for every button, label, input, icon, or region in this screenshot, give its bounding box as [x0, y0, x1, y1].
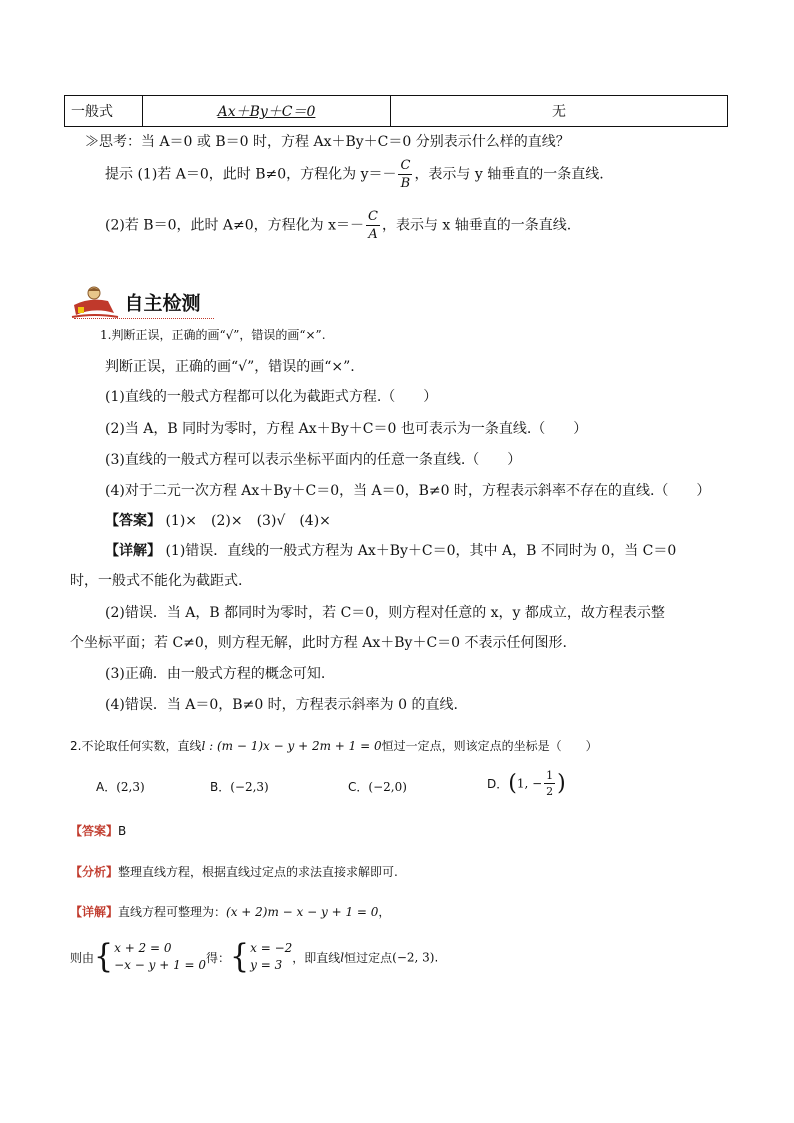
section-title: 自主检测: [124, 292, 201, 315]
hint-2-den: A: [368, 227, 378, 242]
q2-analysis: [70, 863, 398, 880]
q2-analysis-text: 整理直线方程，根据直线过定点的求法直接求解即可.: [118, 865, 398, 879]
q2-detail-equation: (x + 2)m − x − y + 1 = 0: [226, 905, 379, 919]
hint-1-den: B: [400, 176, 411, 191]
q1-statement-2: (2)当 A，B 同时为零时，方程 Ax＋By＋C＝0 也可表示为一条直线.（ ）: [105, 421, 588, 437]
q2-detail-end: ，: [378, 905, 391, 919]
q2-conclusion-post2: 恒过定点: [344, 950, 393, 965]
section-logo-icon: [70, 283, 120, 321]
q2-answer: [70, 822, 126, 839]
q2-system-2-eq-1: x = −2: [250, 941, 293, 955]
hint-1-pre: 提示 (1)若 A＝0，此时 B≠0，方程化为 y＝－: [105, 166, 397, 183]
q1-answer-text: (1)× (2)× (3)√ (4)×: [161, 513, 331, 529]
q2-detail-pre: 直线方程可整理为：: [118, 905, 227, 919]
hint-2-num: C: [368, 209, 378, 224]
q1-detail-1b: 时，一般式不能化为截距式.: [70, 573, 243, 589]
q2-fixed-point: (−2, 3): [392, 950, 435, 965]
table-cell-note: 无: [391, 96, 728, 127]
q1-heading: 1.判断正误，正确的画“√”，错误的画“×”.: [100, 328, 326, 342]
q1-detail-3: (3)正确．由一般式方程的概念可知.: [105, 666, 326, 682]
q2-system-1-eq-1: x + 2 = 0: [114, 941, 172, 955]
q1-detail-1a-text: (1)错误．直线的一般式方程为 Ax＋By＋C＝0，其中 A，B 不同时为 0，当 C＝0: [161, 543, 677, 559]
q2-option-d-num: 1: [546, 769, 554, 782]
q2-option-a-value: (2,3): [116, 780, 145, 794]
hint-2-pre: (2)若 B＝0，此时 A≠0，方程化为 x＝－: [105, 217, 365, 234]
q2-option-b-label: B．: [210, 780, 231, 794]
hint-1: [105, 159, 604, 190]
q1-detail-2b: 个坐标平面；若 C≠0，则方程无解，此时方程 Ax＋By＋C＝0 不表示任何图形.: [70, 635, 567, 651]
hint-1-post: ，表示与 y 轴垂直的一条直线.: [414, 166, 604, 183]
hint-2-post: ，表示与 x 轴垂直的一条直线.: [381, 217, 572, 234]
q2-option-c-label: C．: [348, 780, 369, 794]
q2-option-d-label: D．: [487, 777, 509, 791]
q1-statement-3: (3)直线的一般式方程可以表示坐标平面内的任意一条直线.（ ）: [105, 452, 522, 468]
q2-option-a[interactable]: [96, 778, 145, 795]
q2-option-d[interactable]: D．(1, − $\frac{1}{2}$ ): [487, 769, 566, 798]
q2-analysis-label: 【分析】: [70, 865, 119, 879]
table-row: [65, 96, 728, 127]
q2-answer-text: B: [118, 824, 127, 838]
q1-heading-repeat: 判断正误，正确的画“√”，错误的画“×”.: [105, 359, 355, 375]
q2-stem-post: 恒过一定点，则该定点的坐标是（ ）: [381, 739, 598, 753]
q2-conclusion-pre: 则由: [70, 950, 95, 965]
q2-option-a-label: A．: [96, 780, 117, 794]
q1-detail-label: 【详解】: [105, 543, 161, 559]
q2-detail: [70, 903, 390, 920]
hint-1-fraction: [398, 159, 412, 190]
q1-detail-2a: (2)错误．当 A，B 都同时为零时，若 C＝0，则方程对任意的 x，y 都成立，故方程表示整: [105, 605, 665, 621]
q2-option-b[interactable]: [210, 778, 269, 795]
q2-system-1: [114, 940, 206, 975]
hint-1-num: C: [400, 158, 411, 173]
q1-detail-4: (4)错误．当 A＝0，B≠0 时，方程表示斜率为 0 的直线.: [105, 697, 458, 713]
q2-option-c[interactable]: [348, 778, 407, 795]
table-cell-form: 一般式: [65, 96, 143, 127]
q2-option-d-fraction: [544, 770, 555, 797]
q2-option-d-den: 2: [546, 785, 554, 798]
q2-detail-label: 【详解】: [70, 905, 119, 919]
q2-system-1-eq-2: −x − y + 1 = 0: [114, 958, 207, 973]
hint-2-fraction: [366, 210, 380, 241]
q2-option-c-value: (−2,0): [368, 780, 407, 794]
q2-conclusion-post: ，即直线: [292, 950, 341, 965]
q2-answer-label: 【答案】: [70, 824, 119, 838]
q1-detail-1a: [105, 540, 676, 560]
q1-statement-1: (1)直线的一般式方程都可以化为截距式方程.（ ）: [105, 389, 438, 405]
table-cell-equation: Ax＋By＋C＝0: [143, 96, 391, 127]
q2-system-2-eq-2: y = 3: [250, 958, 283, 973]
hint-2: [105, 210, 571, 241]
section-header: [70, 283, 200, 321]
q2-stem: [70, 737, 598, 754]
q1-statement-4: (4)对于二元一次方程 Ax＋By＋C＝0，当 A＝0，B≠0 时，方程表示斜率不存在的直线.（ ）: [105, 483, 711, 499]
q2-conclusion-mid: 得：: [206, 950, 231, 965]
q2-conclusion-end: .: [434, 950, 439, 965]
q2-system-2: [250, 940, 292, 975]
q1-answer: [105, 510, 331, 530]
think-question: ≫思考：当 A＝0 或 B＝0 时，方程 Ax＋By＋C＝0 分别表示什么样的直线？: [85, 134, 570, 150]
q2-stem-equation: l : (m − 1)x − y + 2m + 1 = 0: [201, 739, 382, 753]
q1-answer-label: 【答案】: [105, 513, 161, 529]
q2-option-b-value: (−2,3): [230, 780, 269, 794]
q2-option-d-value: 1, −: [516, 776, 543, 791]
q2-stem-pre: 2.不论取任何实数，直线: [70, 739, 202, 753]
section-underline: [74, 318, 214, 319]
form-table: [64, 95, 728, 127]
q2-conclusion-l: l: [340, 950, 345, 965]
q2-conclusion: 则由{ x + 2 = 0 −x − y + 1 = 0 得：{ x = −2 y = 3 ，即直线l恒过定点(−2, 3).: [70, 937, 439, 977]
